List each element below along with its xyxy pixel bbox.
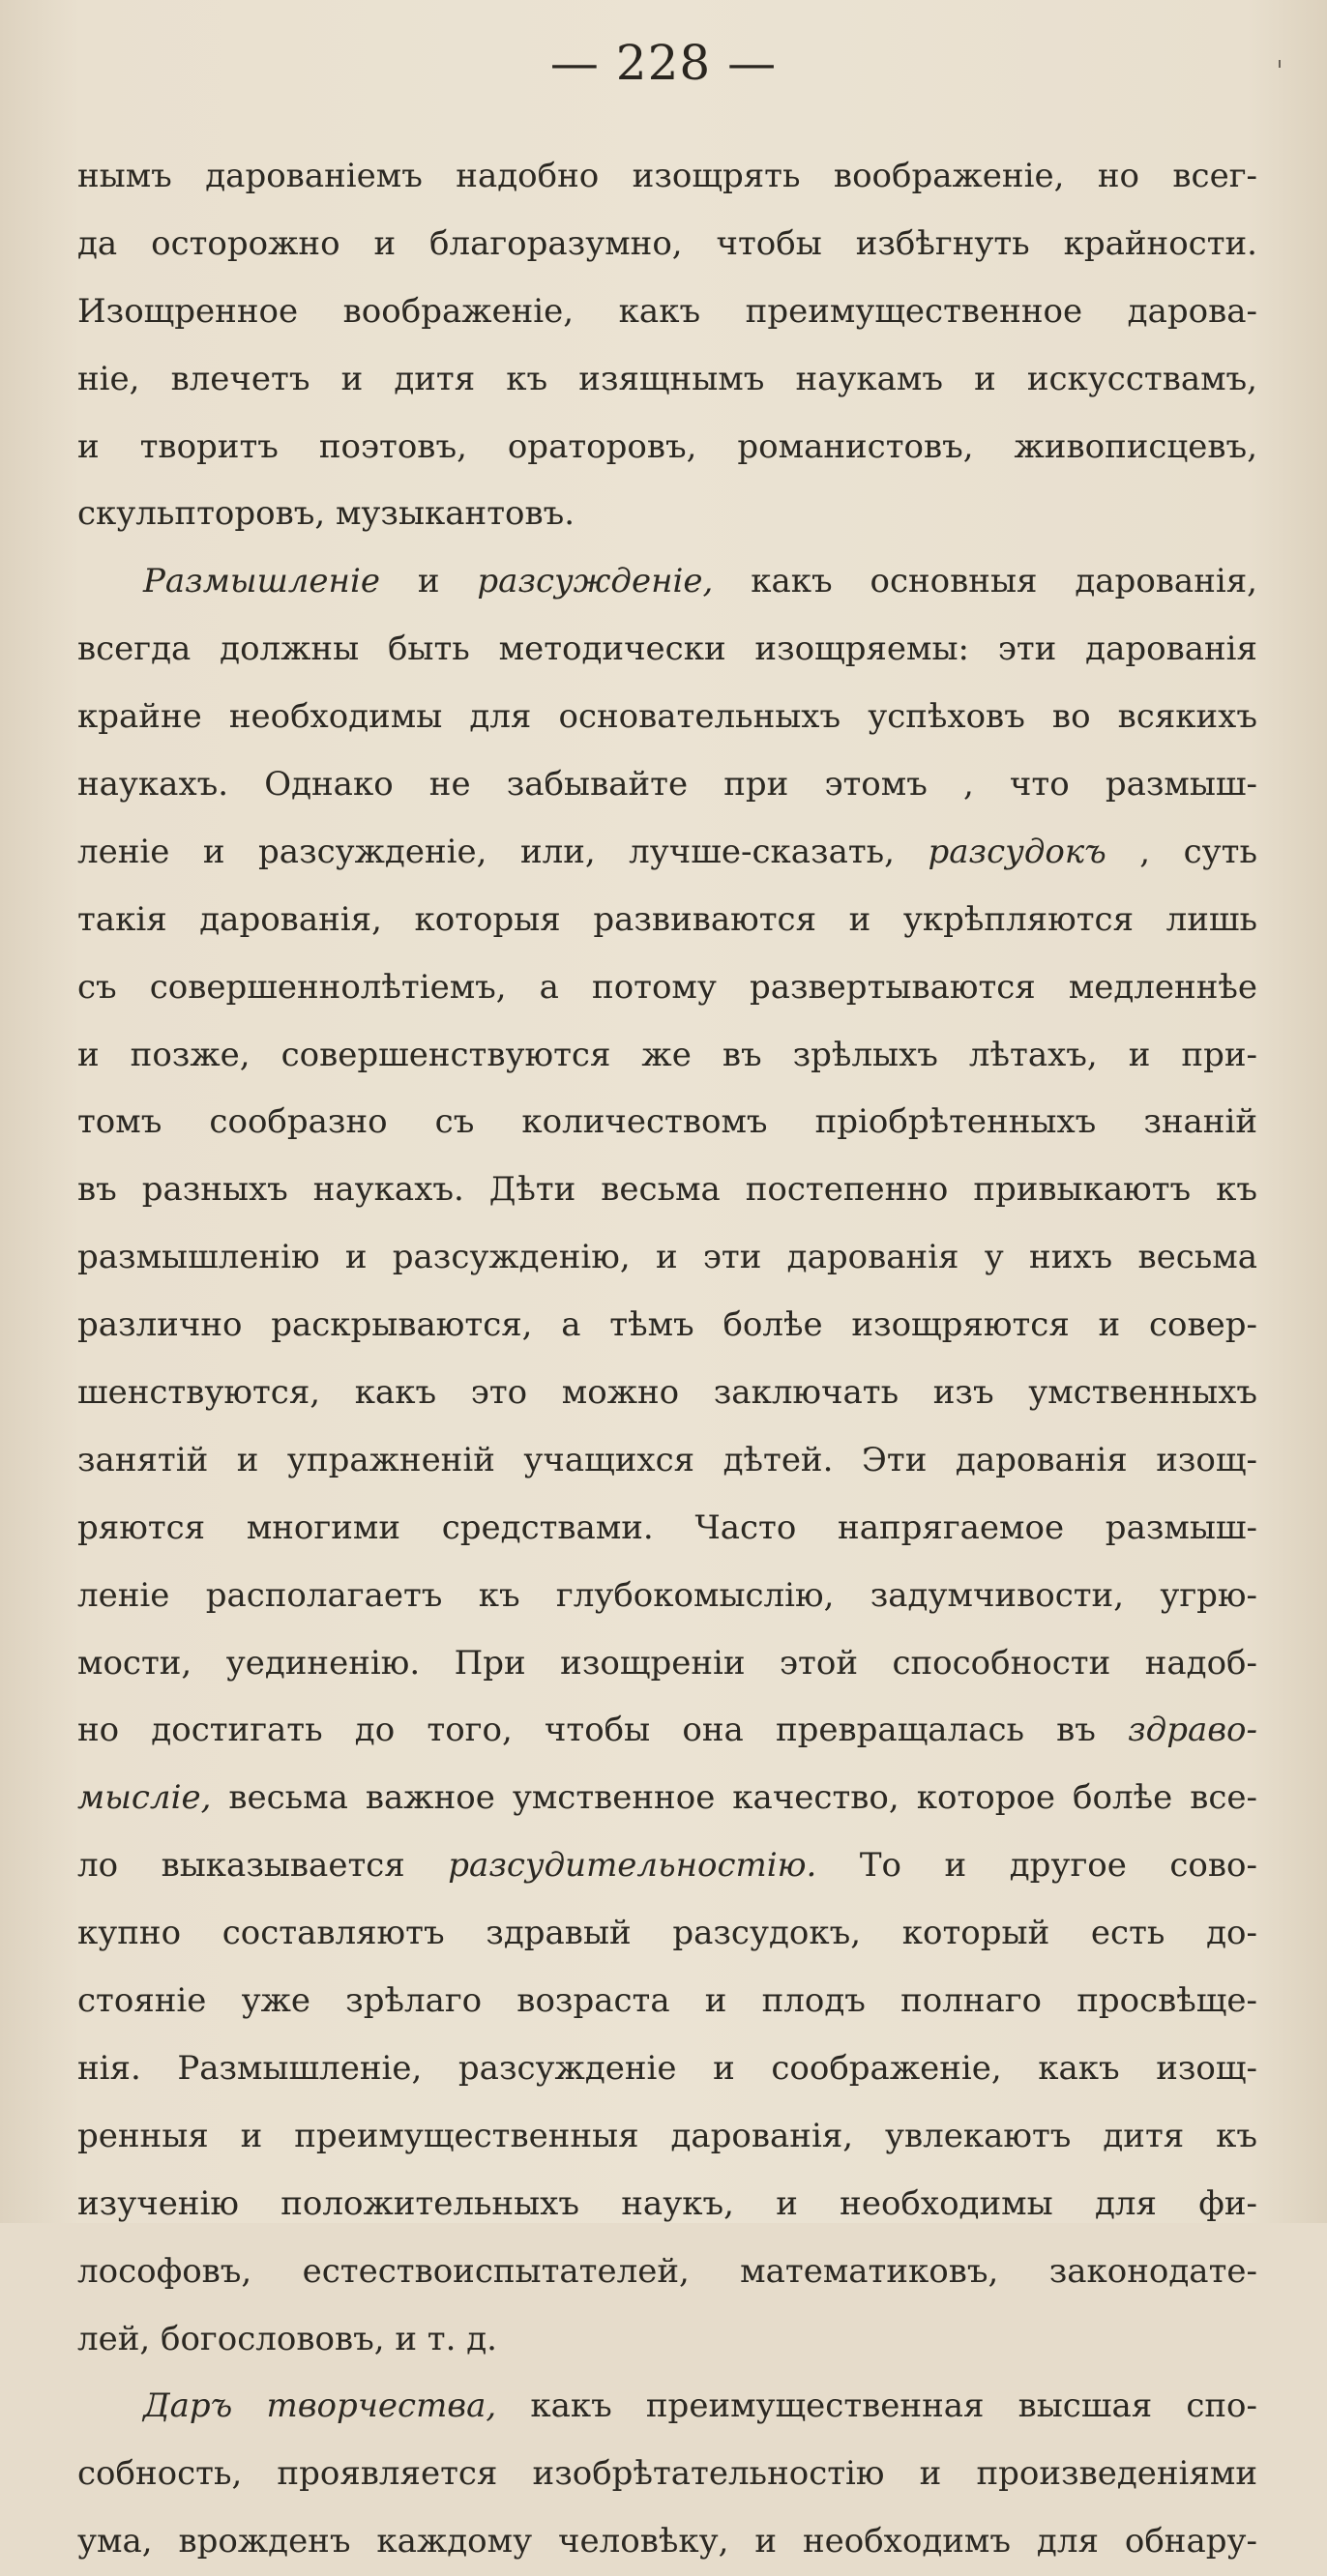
italic-term: Размышленіе (143, 562, 380, 601)
text-line (77, 143, 1257, 211)
text-line (77, 2239, 1257, 2306)
text-line (77, 1968, 1257, 2035)
text-run: томъ сообразно съ количествомъ пріобрѣтенныхъ знаній (77, 1102, 1257, 1142)
text-line (77, 1022, 1257, 1090)
text-line (77, 684, 1257, 751)
italic-term: разсужденіе, (477, 562, 714, 601)
text-line (77, 2508, 1257, 2576)
text-run: ніе, влечетъ и дитя къ изящнымъ наукамъ и искусствамъ, (77, 359, 1257, 398)
text-run: крайне необходимы для основательныхъ успѣховъ во всякихъ (77, 697, 1257, 737)
text-run: съ совершеннолѣтіемъ, а потому развертываются медленнѣе (77, 967, 1257, 1007)
italic-term: разсудительностію. (448, 1846, 817, 1886)
text-line (77, 278, 1257, 346)
text-run: да осторожно и благоразумно, чтобы избѣгнуть крайности. (77, 223, 1257, 263)
text-line (77, 1224, 1257, 1292)
text-run: какъ основныя дарованія, (713, 562, 1257, 601)
text-line (77, 2035, 1257, 2103)
text-line (77, 1900, 1257, 1968)
text-line (77, 1563, 1257, 1630)
text-run: весьма важное умственное качество, которое болѣе все- (211, 1778, 1257, 1818)
body-text (77, 143, 1257, 2576)
text-line (77, 346, 1257, 414)
text-run: и позже, совершенствуются же въ зрѣлыхъ лѣтахъ, и при- (77, 1035, 1257, 1074)
text-run: и творитъ поэтовъ, ораторовъ, романистовъ, живописцевъ, (77, 426, 1257, 466)
text-line (77, 616, 1257, 684)
print-mark (1279, 60, 1281, 68)
text-run: мости, уединенію. При изощреніи этой способности надоб- (77, 1643, 1257, 1683)
text-run: какъ преимущественная высшая спо- (496, 2386, 1257, 2426)
text-run: всегда должны быть методически изощряемы: эти дарованія (77, 629, 1257, 669)
text-line (77, 954, 1257, 1022)
page-number: — 228 — (549, 35, 778, 91)
text-run: и (379, 562, 478, 601)
text-run: различно раскрываются, а тѣмъ болѣе изощряются и совер- (77, 1305, 1257, 1345)
text-run: ряются многими средствами. Часто напрягаемое размыш- (77, 1508, 1257, 1547)
text-line (77, 819, 1257, 887)
text-run: въ разныхъ наукахъ. Дѣти весьма постепенно привыкаютъ къ (77, 1170, 1257, 1210)
text-line (77, 481, 1257, 548)
text-run: наукахъ. Однако не забывайте при этомъ , что размыш- (77, 765, 1257, 805)
text-line (77, 1630, 1257, 1698)
text-line (77, 1089, 1257, 1156)
text-line (77, 1292, 1257, 1360)
text-run: купно составляютъ здравый разсудокъ, который есть до- (77, 1914, 1257, 1953)
text-run: такія дарованія, которыя развиваются и укрѣпляются лишь (77, 899, 1257, 939)
italic-term: Даръ творчества, (143, 2386, 497, 2426)
text-line (77, 2306, 1257, 2374)
text-line (77, 2103, 1257, 2171)
italic-term: разсудокъ (928, 832, 1106, 871)
text-run: леніе и разсужденіе, или, лучше-сказать, (77, 832, 929, 871)
text-run: лософовъ, естествоиспытателей, математиковъ, законодате- (77, 2251, 1257, 2291)
text-run: ума, врожденъ каждому человѣку, и необходимъ для обнару- (77, 2522, 1257, 2561)
text-run: ло выказывается (77, 1846, 449, 1886)
text-run: ренныя и преимущественныя дарованія, увлекаютъ дитя къ (77, 2116, 1257, 2155)
text-line (77, 1360, 1257, 1427)
text-line (77, 1495, 1257, 1563)
text-run: Изощренное воображеніе, какъ преимущественное дарова- (77, 291, 1257, 331)
text-run: скульпторовъ, музыкантовъ. (77, 494, 575, 534)
text-line (77, 1697, 1257, 1765)
text-line (77, 2373, 1257, 2441)
text-line (77, 1156, 1257, 1224)
text-line (77, 887, 1257, 954)
text-line (77, 751, 1257, 819)
text-run: шенствуются, какъ это можно заключать изъ умственныхъ (77, 1373, 1257, 1413)
text-run: изученію положительныхъ наукъ, и необходимы для фи- (77, 2183, 1257, 2223)
text-run: То и другое сово- (816, 1846, 1257, 1886)
text-run: собность, проявляется изобрѣтательностію и произведеніями (77, 2454, 1257, 2494)
text-line (77, 211, 1257, 278)
text-run: но достигать до того, чтобы она превращалась въ (77, 1711, 1129, 1750)
text-run: , суть (1106, 832, 1257, 871)
italic-term: мысліе, (77, 1778, 212, 1818)
text-run: лей, богослововъ, и т. д. (77, 2319, 497, 2358)
italic-term: здраво- (1128, 1711, 1257, 1750)
text-line (77, 414, 1257, 482)
text-run: нымъ дарованіемъ надобно изощрять воображеніе, но всег- (77, 157, 1257, 195)
text-line (77, 1427, 1257, 1495)
text-line (77, 2171, 1257, 2239)
text-run: стояніе уже зрѣлаго возраста и плодъ полнаго просвѣще- (77, 1981, 1257, 2021)
text-run: размышленію и разсужденію, и эти дарованія у нихъ весьма (77, 1238, 1257, 1277)
text-line (77, 1765, 1257, 1832)
text-line (77, 1832, 1257, 1900)
text-run: леніе располагаетъ къ глубокомыслію, задумчивости, угрю- (77, 1575, 1257, 1615)
text-run: занятій и упражненій учащихся дѣтей. Эти дарованія изощ- (77, 1440, 1257, 1479)
text-line (77, 2441, 1257, 2508)
text-run: нія. Размышленіе, разсужденіе и соображеніе, какъ изощ- (77, 2048, 1257, 2088)
text-line (77, 548, 1257, 616)
